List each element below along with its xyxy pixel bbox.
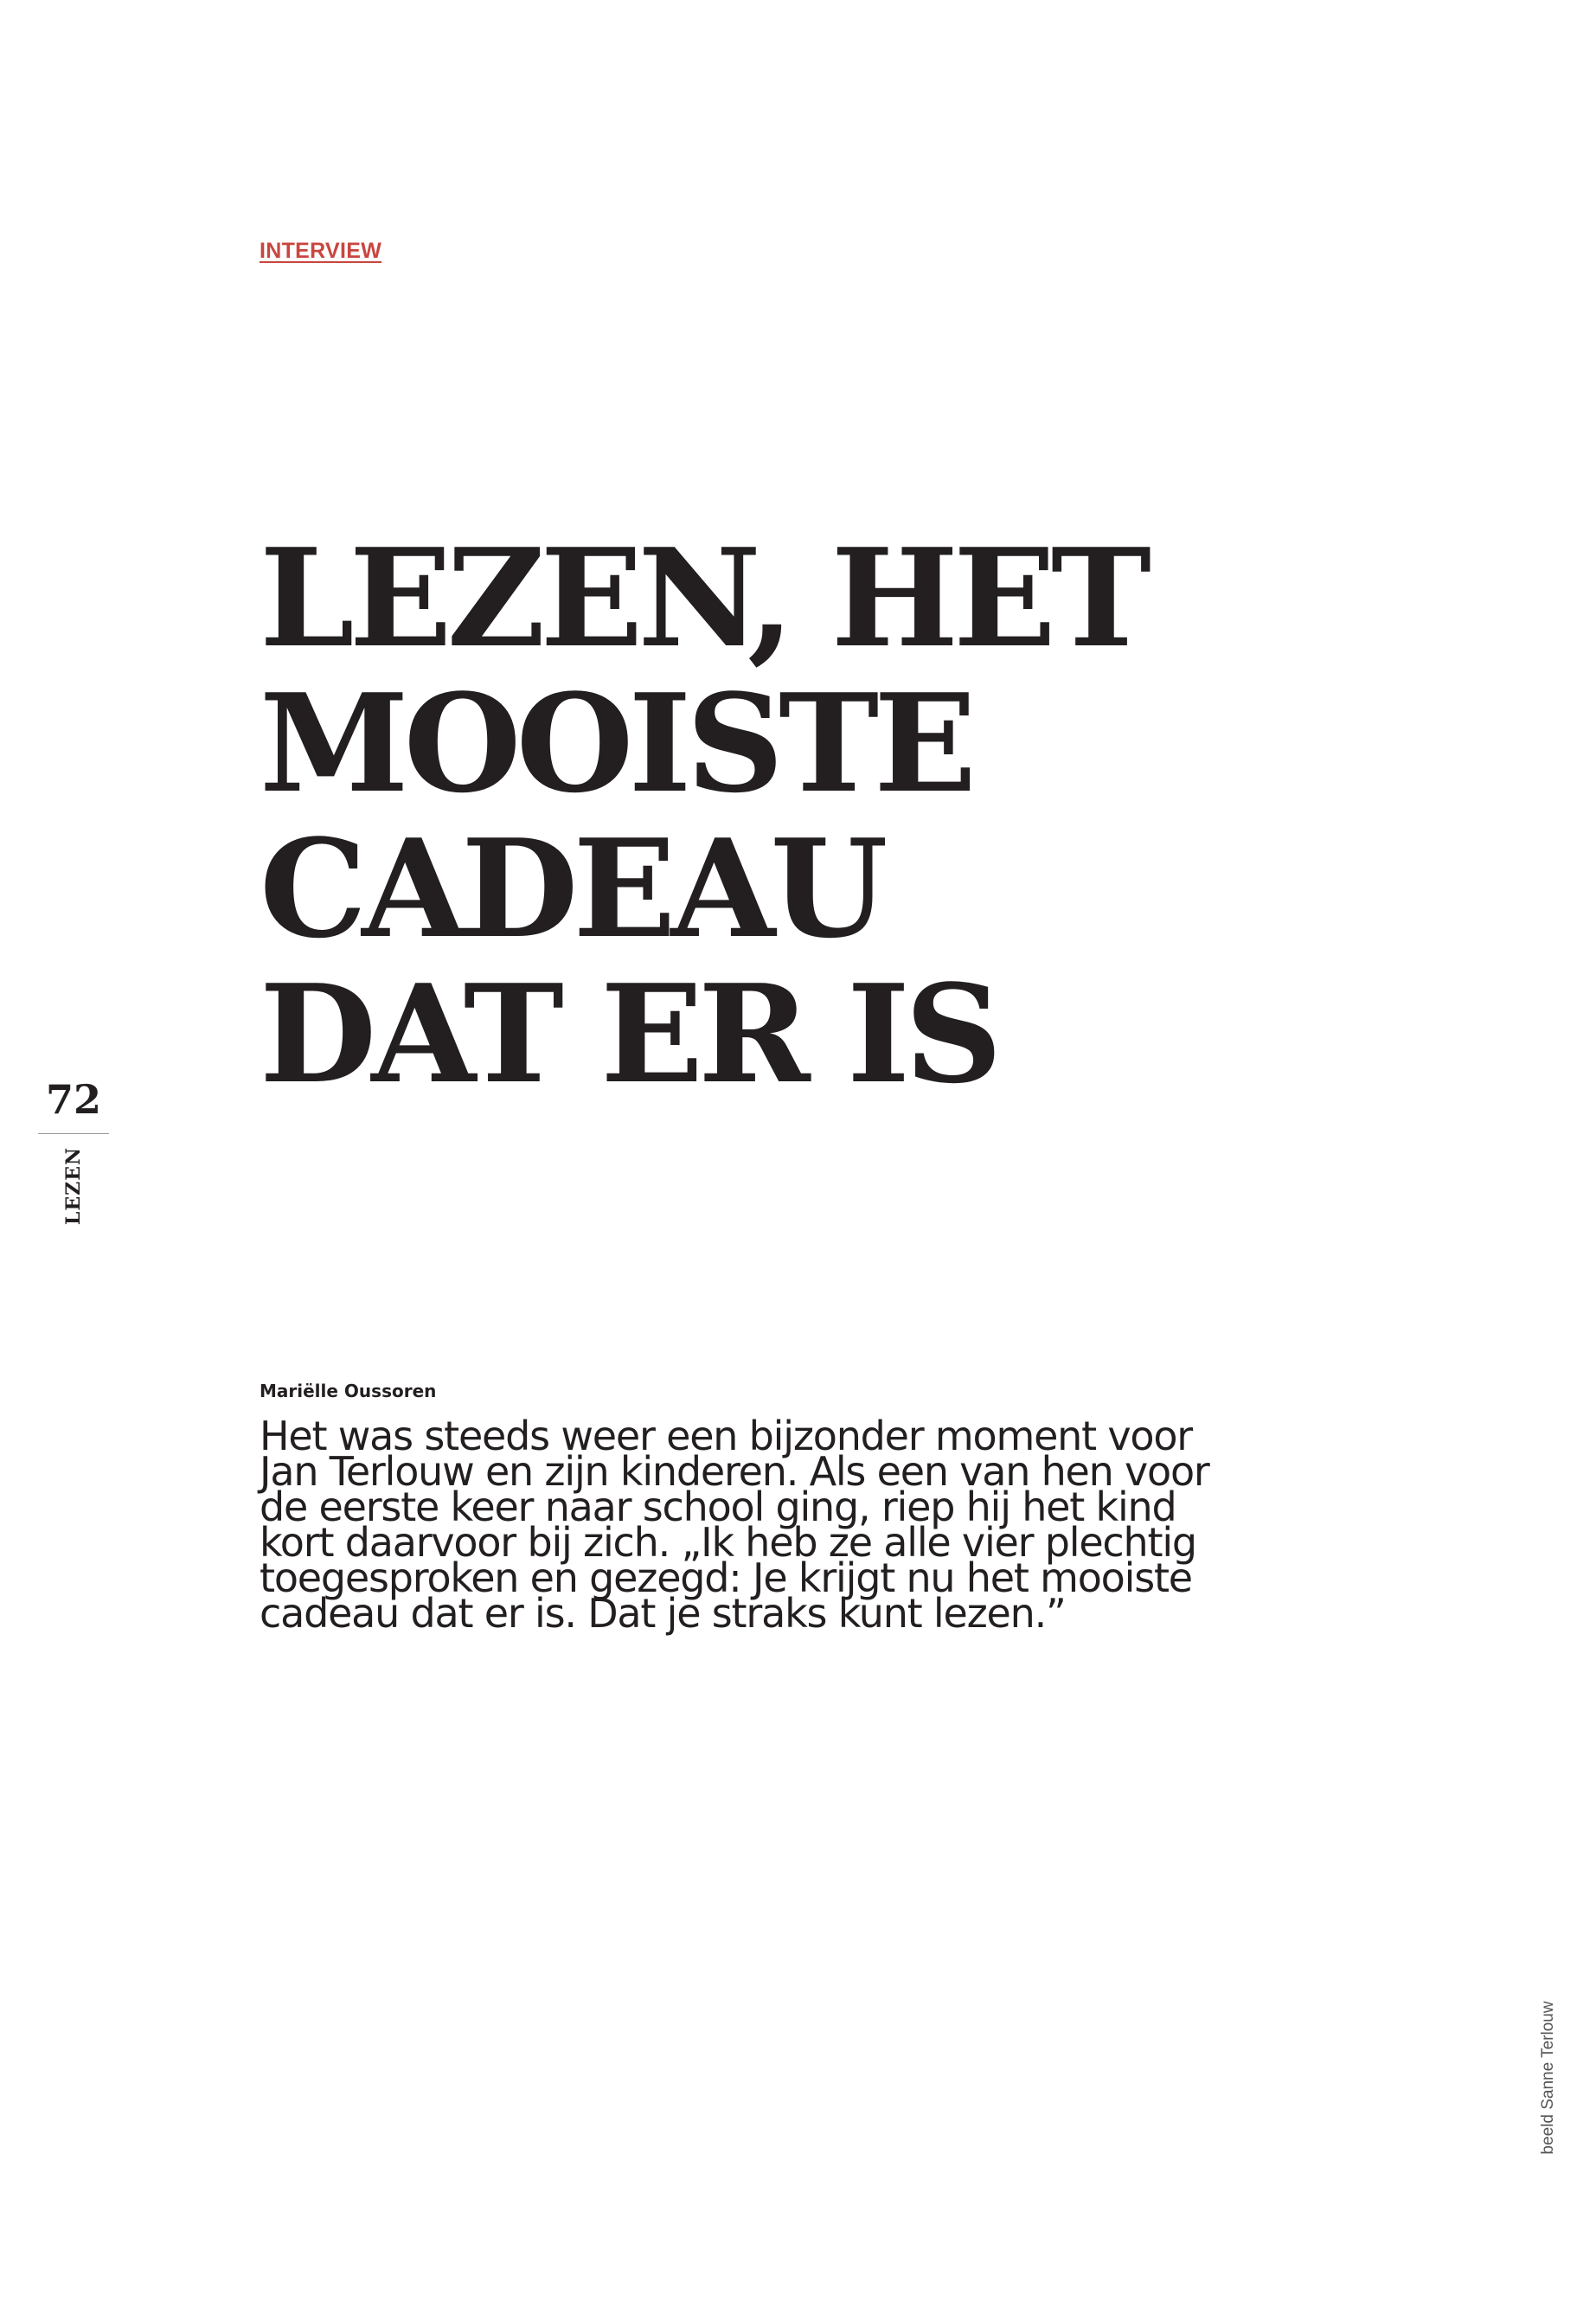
headline-line: CADEAU (260, 810, 883, 968)
intro-line: toegesproken en gezegd: Je krijgt nu het mooiste (260, 1554, 1192, 1601)
intro-line: de eerste keer naar school ging, riep hij het kind (260, 1484, 1176, 1530)
headline (260, 519, 1146, 1113)
intro-line: Het was steeds weer een bijzonder moment voor (260, 1413, 1193, 1459)
running-section-title: LEZEN (62, 1146, 85, 1226)
intro-line: cadeau dat er is. Dat je straks kunt lezen.” (260, 1590, 1066, 1637)
page-number: 72 (45, 1076, 101, 1123)
headline-line: LEZEN, HET (260, 519, 1146, 677)
intro-line: Jan Terlouw en zijn kinderen. Als een van hen voor (260, 1448, 1209, 1495)
photo-credit: beeld Sanne Terlouw (1539, 2001, 1557, 2155)
section-label: INTERVIEW (260, 239, 382, 263)
page-number-divider (38, 1133, 109, 1134)
headline-line: MOOISTE (260, 664, 972, 823)
headline-line: DAT ER IS (260, 955, 997, 1113)
author-byline: Mariëlle Oussoren (260, 1381, 437, 1401)
intro-paragraph (260, 1413, 1349, 1637)
intro-line: kort daarvoor bij zich. „Ik heb ze alle vier plechtig (260, 1519, 1196, 1566)
